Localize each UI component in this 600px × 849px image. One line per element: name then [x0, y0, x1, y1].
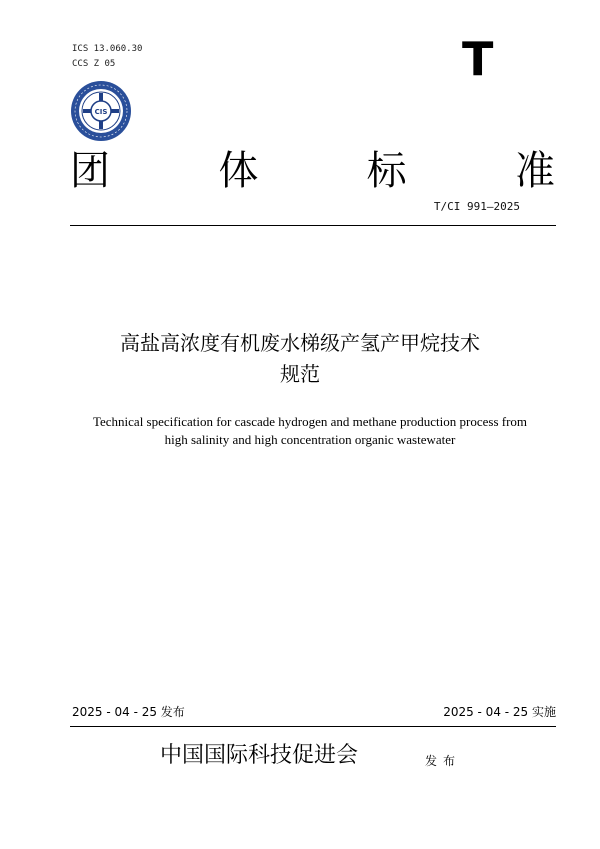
- category-letter: T: [462, 32, 494, 86]
- standard-type-title: [70, 148, 555, 194]
- standard-number: T/CI 991—2025: [433, 200, 520, 213]
- chinese-title: [60, 328, 540, 390]
- organization-logo-icon: [70, 80, 132, 142]
- issue-date: 2025 - 04 - 25 发布: [72, 705, 185, 719]
- chinese-title-line: 高盐高浓度有机废水梯级产氢产甲烷技术: [120, 331, 480, 355]
- standard-type-char: 标: [366, 148, 407, 194]
- classification-codes: [72, 42, 142, 72]
- standard-type-char: 准: [514, 148, 555, 194]
- implementation-date: 2025 - 04 - 25 实施: [443, 705, 556, 719]
- english-title-line: Technical specification for cascade hydrogen and methane production process from: [92, 414, 528, 429]
- date-row: [72, 703, 556, 720]
- english-title: [60, 413, 560, 449]
- footer-divider: [70, 726, 556, 727]
- english-title-line: high salinity and high concentration organic wastewater: [164, 432, 456, 447]
- logo-text: CIS: [94, 108, 108, 116]
- standard-type-char: 团: [70, 148, 110, 194]
- chinese-title-line: 规范: [280, 362, 320, 386]
- ics-code: ICS 13.060.30: [72, 44, 143, 54]
- ccs-code: CCS Z 05: [72, 59, 116, 69]
- publish-label: 发布: [425, 754, 462, 768]
- header-divider: [70, 225, 556, 226]
- publisher-name: 中国国际科技促进会: [160, 743, 359, 768]
- standard-type-char: 体: [218, 148, 259, 194]
